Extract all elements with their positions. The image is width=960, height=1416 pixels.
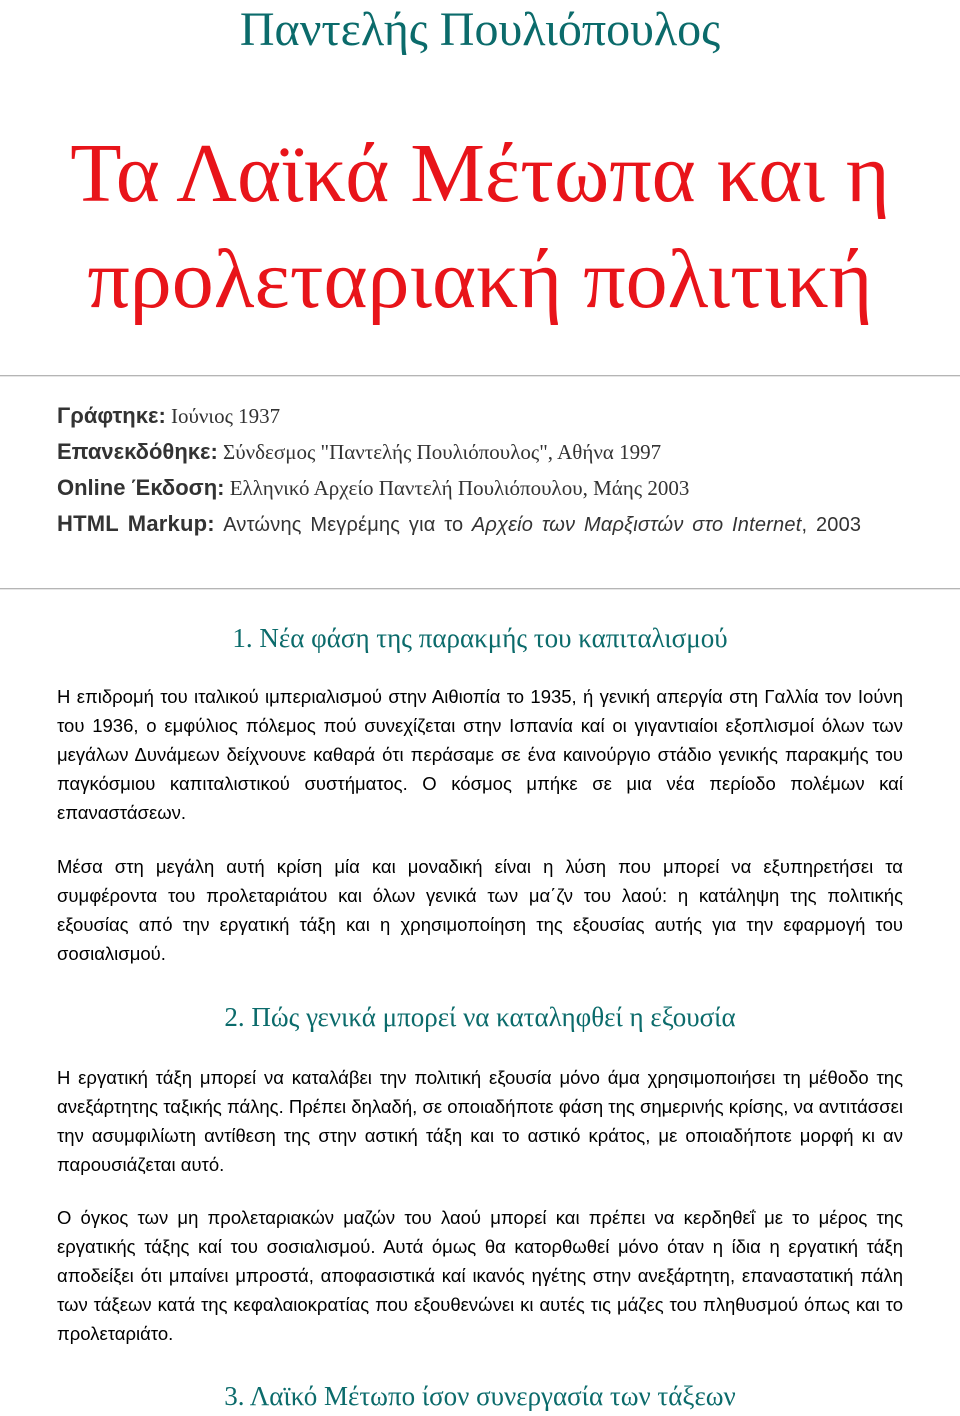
- section-heading-2: 2. Πώς γενικά μπορεί να καταληφθεί η εξουσία: [224, 1002, 736, 1032]
- credit-online-label: Online Έκδοση:: [57, 475, 225, 500]
- section-2-paragraph-1: Η εργατική τάξη μπορεί να καταλάβει την πολιτική εξουσία μόνο άμα χρησιμοποιήσει τη μέθοδο της ανεξάρτητης ταξικής πάλης. Πρέπει δηλαδή, σε οποιαδήποτε φάση της σημερινής κρίσης, να αντιτάσσει την ασυμφιλίωτη αντίθεση της στην αστική τάξη και το αστικό κράτος, με οποιαδήποτε μορφή κι αν παρουσιάζεται αυτό.: [57, 1067, 903, 1175]
- credit-markup-year: , 2003: [801, 514, 862, 536]
- credit-republished: [57, 434, 907, 470]
- credit-online-value: Ελληνικό Αρχείο Παντελή Πουλιόπουλου, Μάης 2003: [229, 476, 690, 500]
- author-name: Παντελής Πουλιόπουλος: [239, 3, 721, 56]
- top-divider: [0, 375, 960, 376]
- section-heading-3: 3. Λαϊκό Μέτωπο ίσον συνεργασία των τάξεων: [224, 1381, 736, 1411]
- section-1-paragraph-2: Μέσα στη μεγάλη αυτή κρίση μία και μοναδική είναι η λύση που μπορεί να εξυπηρετήσει τα συμφέροντα του προλεταριάτου και όλων γενικά των μα΄ζν του λαού: η κατάληψη της πολιτικής εξουσίας από την εργατική τάξη και η χρησιμοποίηση της εξουσίας αυτής για την εφαρμογή του σοσιαλισμού.: [57, 856, 903, 964]
- section-heading-1: 1. Νέα φάση της παρακμής του καπιταλισμού: [232, 623, 728, 653]
- credit-written-label: Γράφτηκε:: [57, 403, 166, 428]
- page-title-line-1: Τα Λαϊκά Μέτωπα και η: [70, 127, 890, 220]
- credit-republished-label: Επανεκδόθηκε:: [57, 439, 218, 464]
- credit-republished-value: Σύνδεσμος "Παντελής Πουλιόπουλος", Αθήνα 1997: [223, 440, 662, 464]
- credit-markup-label: HTML Markup:: [57, 511, 215, 536]
- credit-written-value: Ιούνιος 1937: [171, 404, 281, 428]
- credits-block: [57, 398, 907, 543]
- credit-online: [57, 470, 907, 506]
- section-2-paragraph-2: Ο όγκος των μη προλεταριακών μαζών του λαού μπορεί και πρέπει να κερδηθεΐ με το μέρος της εργατικής τάξης καί του σοσιαλισμού. Αυτά όμως θα κατορθωθεί μόνο όταν η ίδια η εργατική τάξη αποδείξει ότι μπαίνει μπροστά, αποφασιστικά καί ικανός ηγέτης στην ανεξάρτητη, επαναστατική πάλη των τάξεων κατά της κεφαλαιοκρατίας που εξουθενώνει κι αυτές τις μάζες του πληθυσμού όπως και το προλεταριάτο.: [57, 1207, 903, 1344]
- credit-markup: [57, 506, 907, 543]
- bottom-divider: [0, 588, 960, 589]
- credit-written: [57, 398, 907, 434]
- section-1-paragraph-1: Η επιδρομή του ιταλικού ιμπεριαλισμού στην Αιθιοπία το 1935, ή γενική απεργία στη Γαλλία τον Ιούνη του 1936, ο εμφύλιος πόλεμος πού συνεχίζεται στην Ισπανία καί οι γιγαντιαίοι εξοπλισμοί όλων των μεγάλων Δυνάμεων δείχνουνε καθαρά ότι περάσαμε σε ένα καινούργιο στάδιο γενικής παρακμής του παγκόσμιου καπιταλιστικού συστήματος. Ο κόσμος μπήκε σε μια νέα περίοδο πολέμων καί επαναστάσεων.: [57, 686, 903, 823]
- page-title: [0, 121, 960, 333]
- credit-markup-value: Αντώνης Μεγρέμης για το: [223, 514, 464, 536]
- page-title-line-2: προλεταριακή πολιτική: [87, 233, 873, 326]
- archive-link[interactable]: Αρχείο των Μαρξιστών στο Internet: [471, 514, 802, 536]
